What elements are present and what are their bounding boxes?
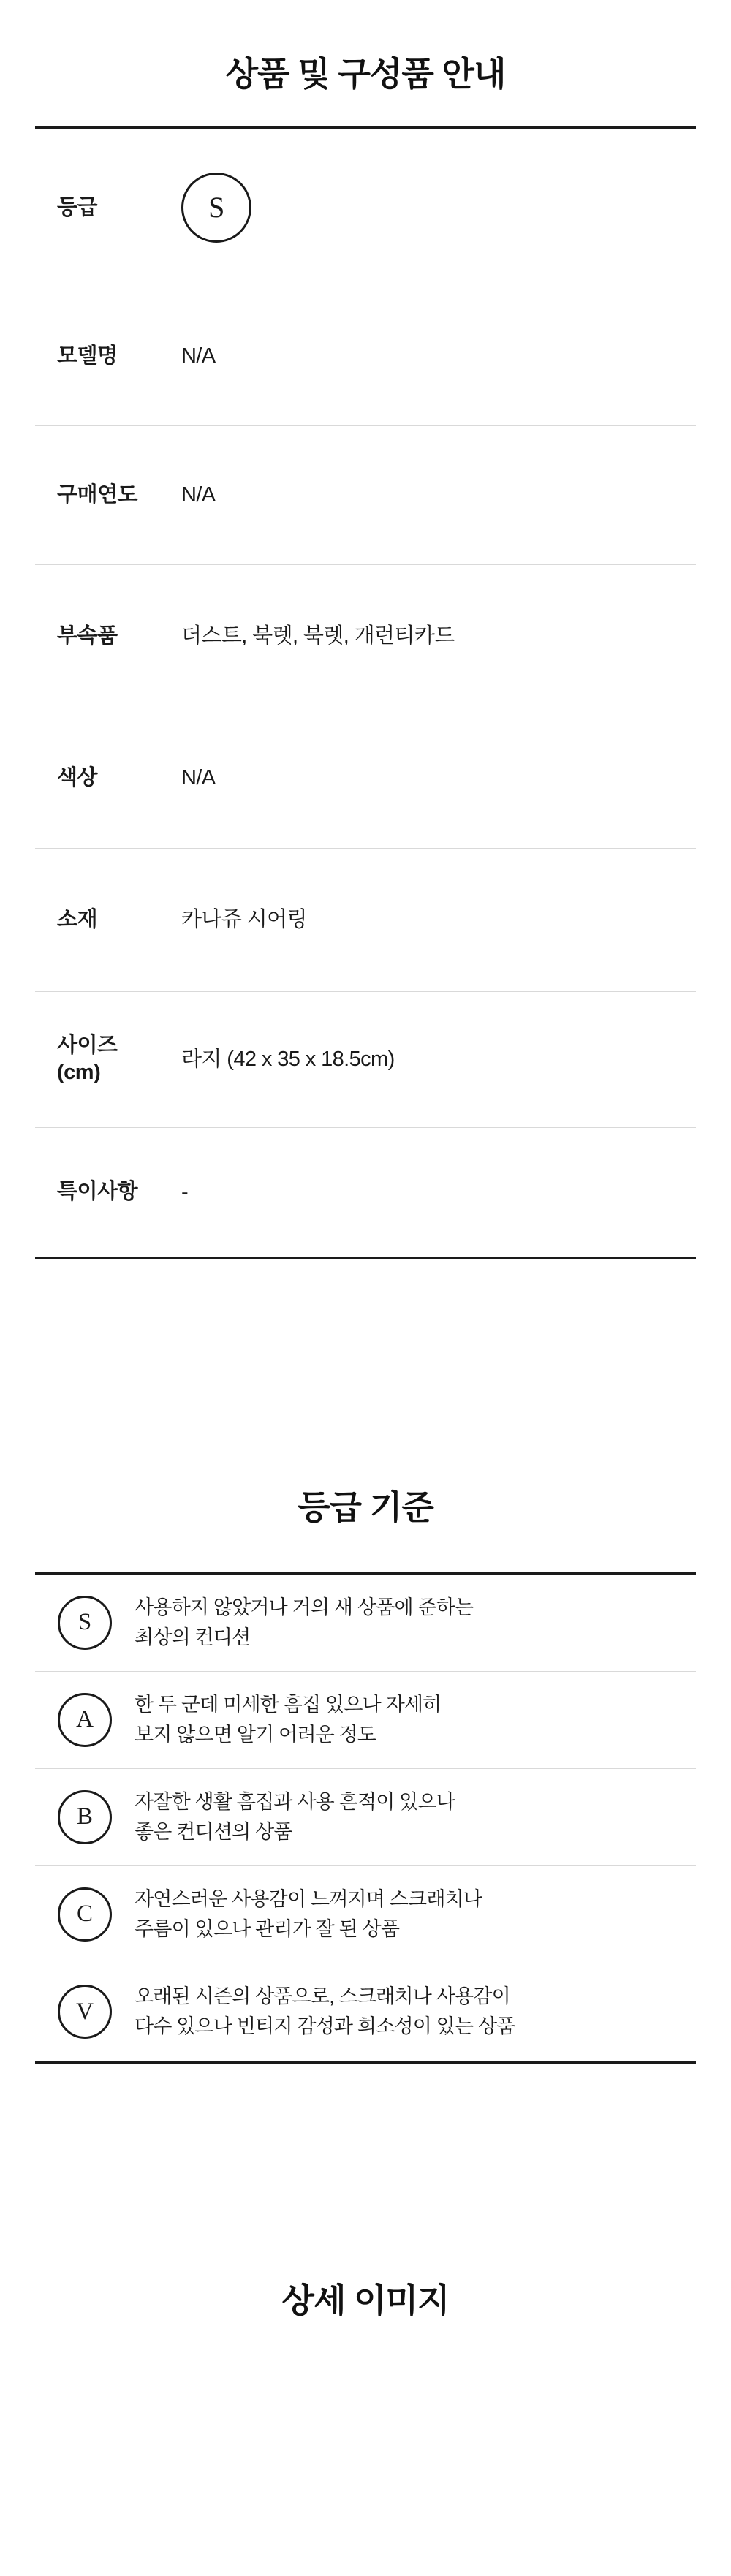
grade-desc-a xyxy=(135,1690,696,1750)
grade-desc-b xyxy=(135,1787,696,1847)
grade-desc-a-line2: 보지 않으면 알기 어려운 정도 xyxy=(135,1723,376,1746)
product-spec-section xyxy=(0,0,731,1259)
grade-v-icon: V xyxy=(58,1985,112,2039)
product-spec-table xyxy=(35,126,696,1259)
spec-label-color: 색상 xyxy=(57,765,98,789)
spec-value-accessories: 더스트, 북렛, 북렛, 개런티카드 xyxy=(181,624,455,648)
spec-row-material xyxy=(35,849,696,992)
grade-row-b xyxy=(35,1769,696,1866)
spec-row-purchase-year xyxy=(35,426,696,565)
grade-desc-v-line1: 오래된 시즌의 상품으로, 스크래치나 사용감이 xyxy=(135,1985,510,2008)
grade-badge-cell-a xyxy=(35,1693,135,1747)
grade-desc-v xyxy=(135,1982,696,2042)
grade-badge-cell-s xyxy=(35,1596,135,1650)
grade-desc-s-line1: 사용하지 않았거나 거의 새 상품에 준하는 xyxy=(135,1596,474,1618)
spec-row-note xyxy=(35,1128,696,1257)
spec-value-material: 카나쥬 시어링 xyxy=(181,908,307,932)
grade-row-a xyxy=(35,1672,696,1769)
grade-badge-cell-c xyxy=(35,1887,135,1942)
spec-row-model xyxy=(35,287,696,426)
grade-badge-cell-v xyxy=(35,1985,135,2039)
spec-row-grade xyxy=(35,129,696,287)
spec-row-accessories xyxy=(35,565,696,708)
spec-value-grade xyxy=(181,173,696,243)
spec-label-note: 특이사항 xyxy=(57,1180,138,1204)
grade-desc-s-line2: 최상의 컨디션 xyxy=(135,1626,251,1648)
spec-value-color: N/A xyxy=(181,766,216,790)
spec-label-size xyxy=(35,1032,181,1086)
spec-value-size: 라지 (42 x 35 x 18.5cm) xyxy=(181,1048,395,1072)
spec-row-color xyxy=(35,708,696,849)
grade-criteria-section xyxy=(0,1259,731,2064)
spec-value-purchase-year: N/A xyxy=(181,483,216,507)
spec-label-purchase-year: 구매연도 xyxy=(57,482,138,507)
grade-badge-cell-b xyxy=(35,1790,135,1844)
grade-b-icon: B xyxy=(58,1790,112,1844)
grade-desc-c xyxy=(135,1884,696,1944)
spec-section-title: 상품 및 구성품 안내 xyxy=(225,54,506,93)
grade-row-c xyxy=(35,1866,696,1963)
grade-c-icon: C xyxy=(58,1887,112,1942)
grade-desc-c-line2: 주름이 있으나 관리가 잘 된 상품 xyxy=(135,1917,400,1940)
spec-label-model: 모델명 xyxy=(57,344,118,368)
grade-section-title: 등급 기준 xyxy=(298,1488,433,1526)
spec-value-note: - xyxy=(181,1180,189,1204)
grade-row-s xyxy=(35,1575,696,1672)
grade-s-icon: S xyxy=(58,1596,112,1650)
spec-label-accessories: 부속품 xyxy=(57,624,118,648)
spec-label-size-line1: 사이즈 xyxy=(57,1034,118,1058)
detail-image-section xyxy=(0,2064,731,2375)
spec-label-size-line2: (cm) xyxy=(57,1061,101,1085)
spec-label-grade: 등급 xyxy=(57,195,98,219)
grade-desc-a-line1: 한 두 군데 미세한 흠집 있으나 자세히 xyxy=(135,1693,442,1716)
spec-value-model: N/A xyxy=(181,344,216,368)
grade-a-icon: A xyxy=(58,1693,112,1747)
spec-row-size xyxy=(35,992,696,1128)
detail-section-title: 상세 이미지 xyxy=(281,2281,450,2320)
grade-desc-c-line1: 자연스러운 사용감이 느껴지며 스크래치나 xyxy=(135,1887,482,1910)
grade-desc-b-line2: 좋은 컨디션의 상품 xyxy=(135,1820,292,1843)
grade-criteria-table xyxy=(35,1572,696,2064)
grade-badge-icon: S xyxy=(181,173,251,243)
spec-label-material: 소재 xyxy=(57,907,98,931)
grade-row-v xyxy=(35,1963,696,2061)
grade-desc-v-line2: 다수 있으나 빈티지 감성과 희소성이 있는 상품 xyxy=(135,2015,515,2038)
grade-desc-s xyxy=(135,1593,696,1653)
grade-desc-b-line1: 자잘한 생활 흠집과 사용 흔적이 있으나 xyxy=(135,1790,455,1813)
